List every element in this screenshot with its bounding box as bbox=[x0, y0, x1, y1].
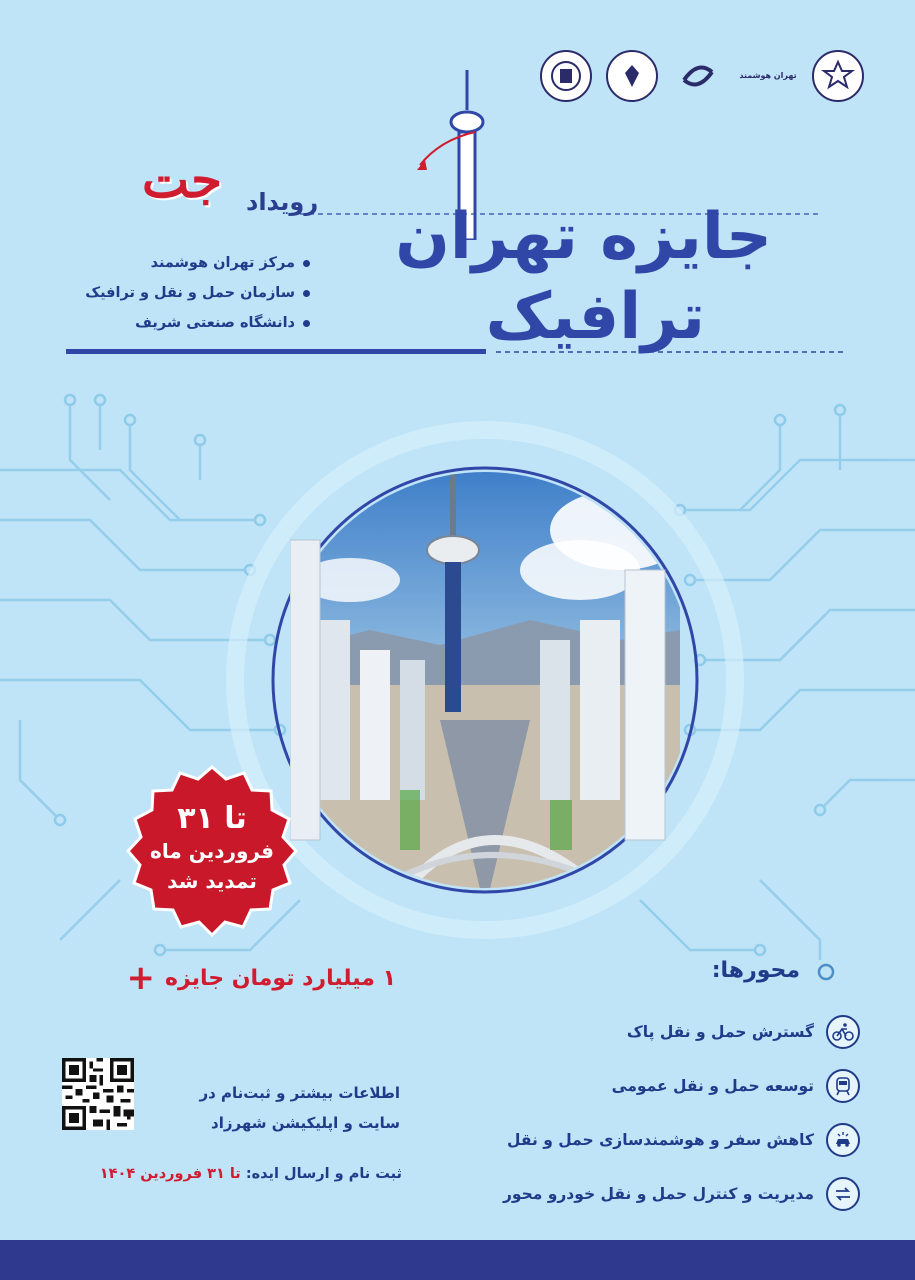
axes-title: محورها: bbox=[711, 958, 800, 983]
axis-item bbox=[460, 1167, 860, 1221]
tehran-university-logo bbox=[606, 50, 658, 102]
axis-label: کاهش سفر و هوشمندسازی حمل و نقل bbox=[507, 1131, 814, 1149]
logo-row bbox=[540, 48, 880, 104]
registration-date: تا ۳۱ فروردین ۱۴۰۴ bbox=[99, 1166, 241, 1182]
axis-item bbox=[460, 1005, 860, 1059]
badge-line-3: تمدید شد bbox=[167, 869, 257, 893]
deadline-badge bbox=[118, 755, 306, 943]
bullet-icon bbox=[303, 290, 310, 297]
title-line-1: جایزه تهران bbox=[395, 200, 772, 274]
bullet-icon bbox=[303, 320, 310, 327]
prize-text: ۱ میلیارد تومان جایزه bbox=[165, 965, 396, 991]
bicycle-icon bbox=[826, 1015, 860, 1049]
event-header bbox=[66, 150, 319, 220]
organizer-item: مرکز تهران هوشمند bbox=[60, 248, 310, 278]
city-illustration bbox=[290, 470, 680, 910]
badge-line-1: تا ۳۱ bbox=[177, 801, 247, 836]
main-title bbox=[340, 190, 840, 390]
axis-label: توسعه حمل و نقل عمومی bbox=[611, 1077, 814, 1095]
axis-label: گسترش حمل و نقل پاک bbox=[626, 1023, 814, 1041]
footer-bar bbox=[0, 1240, 915, 1280]
badge-text bbox=[118, 755, 306, 943]
info-text bbox=[150, 1078, 400, 1138]
prize bbox=[66, 958, 396, 998]
sharif-university-logo bbox=[540, 50, 592, 102]
event-label: رویداد bbox=[246, 188, 319, 216]
organizers-list bbox=[60, 248, 310, 338]
qr-code[interactable] bbox=[62, 1058, 134, 1130]
title-line-2: ترافیک bbox=[485, 280, 705, 354]
badge-line-2: فروردین ماه bbox=[150, 839, 274, 863]
train-icon bbox=[826, 1069, 860, 1103]
organizer-item: دانشگاه صنعتی شریف bbox=[60, 308, 310, 338]
traffic-exchange-icon bbox=[826, 1177, 860, 1211]
tehran-smart-logo-text: تهران هوشمند bbox=[739, 70, 797, 80]
smart-car-icon bbox=[826, 1123, 860, 1157]
info-line-1: اطلاعات بیشتر و ثبت‌نام در bbox=[199, 1084, 400, 1102]
organizer-item: سازمان حمل و نقل و ترافیک bbox=[60, 278, 310, 308]
info-line-2: سایت و اپلیکیشن شهرزاد bbox=[211, 1114, 400, 1132]
title-separator bbox=[66, 349, 846, 357]
bullet-icon bbox=[303, 260, 310, 267]
transport-traffic-organization-logo bbox=[672, 50, 724, 102]
plus-icon: + bbox=[126, 958, 156, 998]
tehran-smart-logo bbox=[738, 50, 798, 102]
title-dashed-line bbox=[300, 212, 820, 216]
registration-label: ثبت نام و ارسال ایده: bbox=[245, 1166, 402, 1182]
axis-label: مدیریت و کنترل حمل و نقل خودرو محور bbox=[502, 1185, 814, 1203]
tehran-municipality-logo bbox=[812, 50, 864, 102]
axis-item bbox=[460, 1059, 860, 1113]
axes-list bbox=[460, 1005, 860, 1221]
event-name: جت bbox=[142, 150, 223, 209]
registration-deadline bbox=[62, 1166, 402, 1194]
axis-item bbox=[460, 1113, 860, 1167]
